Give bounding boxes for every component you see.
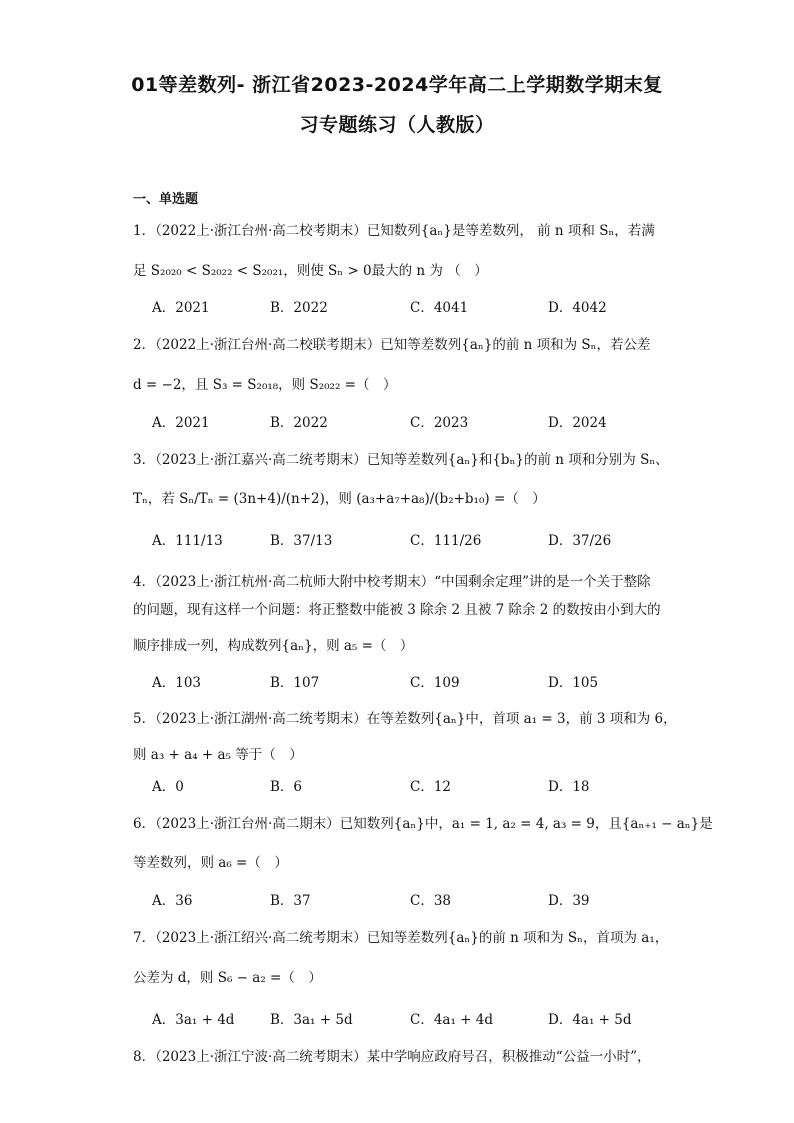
option-a: A．36: [152, 893, 193, 909]
option-a: A．2021: [152, 415, 210, 431]
section-heading: 一、单选题: [133, 192, 199, 207]
option-c: C．4a₁ + 4d: [410, 1012, 494, 1028]
question-5-line-1: 5．（2023上·浙江湖州·高二统考期末）在等差数列{aₙ}中，首项 a₁ = 3，前 3 项和为 6，: [133, 711, 677, 727]
question-4-line-3: 顺序排成一列，构成数列{aₙ}，则 a₅ =（ ）: [133, 638, 414, 654]
option-b: B．37/13: [270, 533, 333, 549]
question-7-line-1: 7．（2023上·浙江绍兴·高二统考期末）已知等差数列{aₙ}的前 n 项和为 Sₙ，首项为 a₁，: [133, 930, 669, 946]
option-a: A．3a₁ + 4d: [152, 1012, 235, 1028]
option-a: A．103: [152, 675, 202, 691]
question-4-line-1: 4．（2023上·浙江杭州·高二杭师大附中校考期末）“中国剩余定理”讲的是一个关于整除: [133, 574, 651, 590]
doc-title-line2: 习专题练习（人教版）: [299, 114, 495, 136]
option-a: A．2021: [152, 300, 210, 316]
question-5-line-2: 则 a₃ + a₄ + a₅ 等于（ ）: [133, 747, 303, 763]
question-3-line-2: Tₙ，若 Sₙ/Tₙ = (3n+4)/(n+2)，则 (a₃+a₇+a₈)/(b₂+b₁₀) =（ ）: [133, 491, 546, 507]
option-b: B．2022: [270, 415, 328, 431]
option-d: D．2024: [548, 415, 607, 431]
option-a: A．111/13: [152, 533, 223, 549]
option-c: C．4041: [410, 300, 469, 316]
option-a: A．0: [152, 779, 184, 795]
question-6-line-2: 等差数列，则 a₆ =（ ）: [133, 855, 288, 871]
option-c: C．38: [410, 893, 452, 909]
question-3-line-1: 3．（2023上·浙江嘉兴·高二统考期末）已知等差数列{aₙ}和{bₙ}的前 n 项和分别为 Sₙ、: [133, 452, 669, 468]
option-b: B．37: [270, 893, 311, 909]
question-2-line-2: d = −2，且 S₃ = S₂₀₁₈，则 S₂₀₂₂ =（ ）: [133, 377, 397, 393]
option-d: D．4042: [548, 300, 607, 316]
question-8-line-1: 8．（2023上·浙江宁波·高二统考期末）某中学响应政府号召，积极推动“公益一小时”，: [133, 1049, 651, 1065]
option-b: B．3a₁ + 5d: [270, 1012, 353, 1028]
option-c: C．12: [410, 779, 452, 795]
question-6-line-1: 6．（2023上·浙江台州·高二期末）已知数列{aₙ}中，a₁ = 1, a₂ = 4, a₃ = 9，且{aₙ₊₁ − aₙ}是: [133, 816, 713, 832]
question-1-line-1: 1．（2022上·浙江台州·高二校考期末）已知数列{aₙ}是等差数列， 前 n 项和 Sₙ，若满: [133, 223, 655, 239]
question-7-line-2: 公差为 d，则 S₆ − a₂ =（ ）: [133, 970, 322, 986]
option-d: D．37/26: [548, 533, 612, 549]
option-d: D．18: [548, 779, 590, 795]
doc-title-line1: 01等差数列- 浙江省2023-2024学年高二上学期数学期末复: [131, 74, 663, 96]
option-d: D．105: [548, 675, 599, 691]
option-b: B．107: [270, 675, 320, 691]
question-4-line-2: 的问题，现有这样一个问题：将正整数中能被 3 除余 2 且被 7 除余 2 的数按由小到大的: [133, 602, 661, 618]
option-d: D．39: [548, 893, 590, 909]
option-d: D．4a₁ + 5d: [548, 1012, 632, 1028]
option-b: B．2022: [270, 300, 328, 316]
option-b: B．6: [270, 779, 303, 795]
option-c: C．109: [410, 675, 460, 691]
question-2-line-1: 2．（2022上·浙江台州·高二校联考期末）已知等差数列{aₙ}的前 n 项和为 Sₙ，若公差: [133, 337, 651, 353]
option-c: C．111/26: [410, 533, 482, 549]
question-1-line-2: 足 S₂₀₂₀ < S₂₀₂₂ < S₂₀₂₁，则使 Sₙ > 0最大的 n 为 （ ）: [133, 263, 488, 279]
option-c: C．2023: [410, 415, 469, 431]
